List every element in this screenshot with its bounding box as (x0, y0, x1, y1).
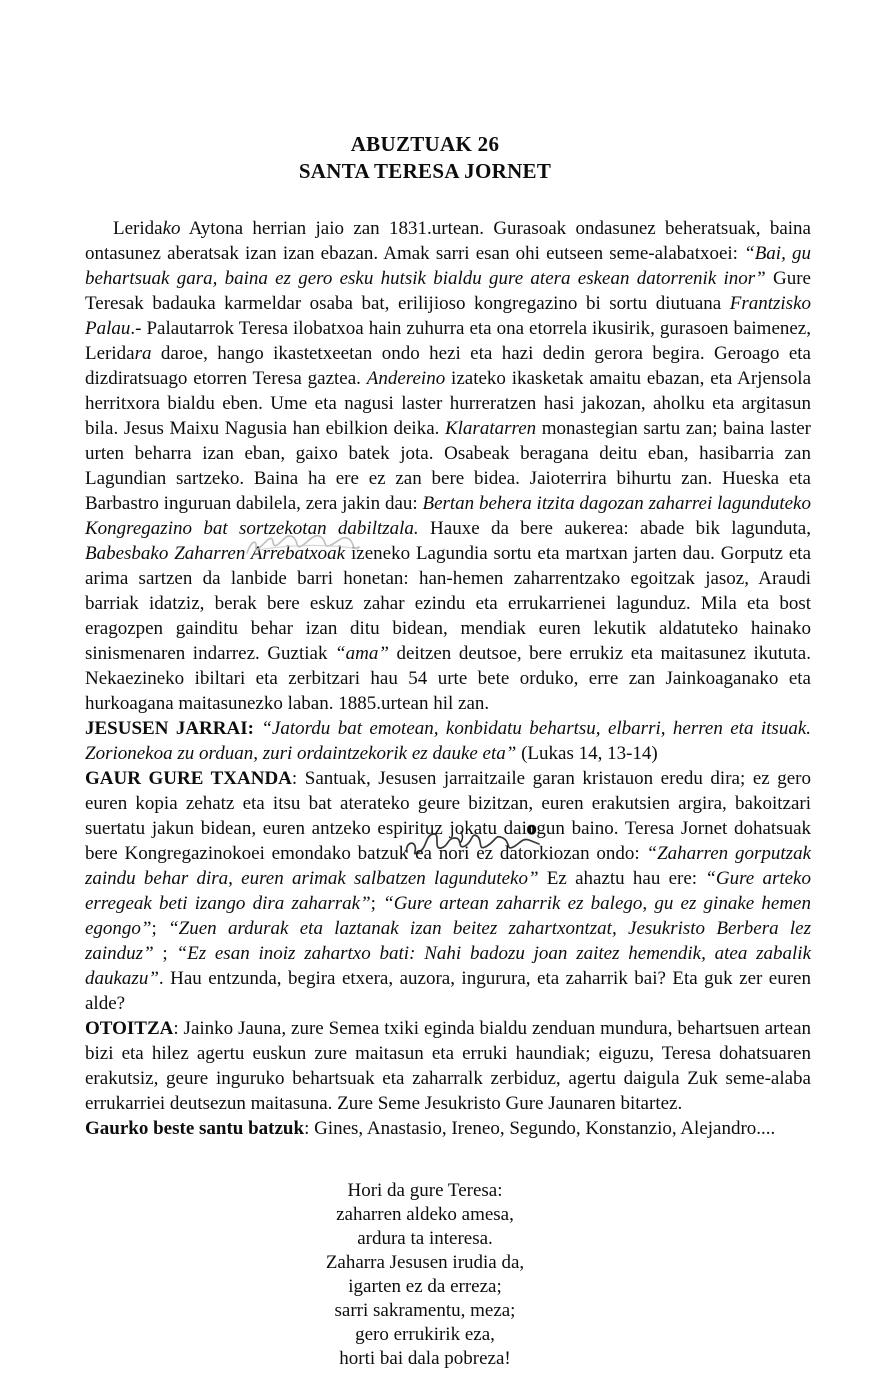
poem-line: ardura ta interesa. (357, 1228, 493, 1249)
text-run: ; (151, 918, 169, 939)
text-run: Aytona herrian jaio zan 1831.urtean. Gurasoak ondasunez beheratsuak, baina ontasunez aberatsak izan izan ebazan. Amak sarri esan ohi eutseen seme-alabatxoei: (85, 218, 811, 264)
text-run: Arrebatxoak (251, 543, 351, 564)
text-run: deitzen deutsoe, bere errukiz eta maitasunez ikututa. Nekaezineko ibiltari eta zerbitzari hau 54 urte bete orduko, erre zan Jainkoaganako eta hurkoagana maitasunezko laban. 1885.urtean hil zan. (85, 643, 811, 714)
paragraph-beste-santuak (85, 1116, 811, 1141)
text-run: Hauxe da bere aukerea: abade bik lagunduta, (418, 518, 811, 539)
poem-block (60, 1179, 790, 1371)
text-run: : Jainko Jauna, zure Semea txiki eginda bialdu zenduan mundura, behartsuen artean bizi eta hilez agertu euskun zure maitasun eta erruki haundiak; eiguzu, Teresa dohatsuaren erakutsiz, geure inguruko behartsuak eta zaharralk zerbiduz, agertu daigula Zuk seme-alaba errukarriei deutsezun maitasuna. Zure Seme Jesukristo Gure Jaunaren bitartez. (85, 1018, 811, 1114)
text-run: Andereino (366, 368, 446, 389)
text-run: : Santuak, Jesusen jarraitzaile garan kristauon eredu dira; ez gero euren kopia zehatz eta itsu bat aterateko geure bizitzan, euren erakutsien argira, bakoitzari suertatu jakun bidean, euren antzeko espirituz jokatu dai (85, 768, 812, 839)
text-run: Lerida (113, 218, 163, 239)
text-run: ra (134, 343, 152, 364)
page-title (60, 131, 790, 185)
text-run: daroe, hango ikastetxeetan ondo hezi eta hazi dedin gerora begira. Geroago eta dizdiratsuago etorren Teresa gaztea. (85, 343, 811, 389)
text-run: GAUR GURE TXANDA (85, 768, 292, 789)
text-run: “Gure artean zaharrik ez balego, gu ez ginake hemen egongo” (85, 893, 811, 939)
text-run: Klaratarren (444, 418, 537, 439)
text-run: ko (162, 218, 181, 239)
paragraph-biography (85, 216, 811, 716)
text-run: Frantzisko Palau (85, 293, 811, 339)
text-run: : Gines, Anastasio, Ireneo, Segundo, Konstanzio, Alejandro.... (304, 1118, 776, 1139)
text-run: .- Palautarrok Teresa ilobatxoa hain zuhurra eta ona etorrela ikusirik, gurasoen baimenez, Lerida (85, 318, 811, 364)
text-run: “Jatordu bat emotean, konbidatu behartsu, elbarri, herren eta itsuak. Zorionekoa zu orduan, zuri ordaintzekorik ez dauke eta” (85, 718, 811, 764)
text-run: “Ez esan inoiz zahartxo bati: Nahi badozu joan zaitez hemendik, atea zabalik daukazu” (85, 943, 812, 989)
text-run: Gure Teresak badauka karmeldar osaba bat, erilijioso kongregazino bi sortu diutuana (85, 268, 811, 314)
poem-line: Zaharra Jesusen irudia da, (325, 1252, 525, 1273)
poem-line: Hori da gure Teresa: (347, 1180, 503, 1201)
poem-line: igarten ez da erreza; (348, 1276, 502, 1297)
paragraph-gaur-gure-txanda (85, 766, 811, 1016)
text-run: “Zuen ardurak eta laztanak izan beitez zahartxontzat, Jesukristo Berbera lez zainduz” (85, 918, 811, 964)
text-run: Gaurko beste santu batzuk (85, 1118, 305, 1139)
text-run: (Lukas 14, 13-14) (516, 743, 658, 764)
text-run: izeneko Lagundia sortu eta martxan jarten dau. Gorputz eta arima sartzen da lanbide barri honetan: han-hemen zaharrentzako egoitzak jasoz, Araudi barriak idatziz, berak bere eskuz zahar ezindu eta errukarrienei lagunduz. Mila eta bost eragozpen gainditu behar izan ditu bidean, mendiak euren lekutik aldatuteko hainako sinismenaren indarrez. Guztiak (85, 543, 811, 664)
text-run: ea nori ez (415, 843, 500, 864)
text-run: datorkiozan ondo: (499, 843, 647, 864)
title-date: ABUZTUAK 26 (350, 132, 500, 156)
poem-line: sarri sakramentu, meza; (334, 1300, 516, 1321)
text-run: ; (370, 893, 384, 914)
text-run: “Gure arteko erregeak beti izango dira zaharrak” (85, 868, 811, 914)
text-run: . Hau entzunda, begira etxera, auzora, ingurura, eta zaharrik bai? Eta guk zer euren alde? (85, 968, 811, 1014)
text-run: “Bai, gu behartsuak gara, baina ez gero esku hutsik bialdu gure atera eskean datorrenik inor” (85, 243, 811, 289)
text-run: izateko ikasketak amaitu ebazan, eta Arjensola herritxora bialdu eben. Ume eta nagusi laster hurreratzen hasi jakozan, aholku eta argitasun bila. Jesus Maixu Nagusia han ebilkion deika. (85, 368, 812, 439)
text-run: “Zaharren gorputzak zaindu behar dira, euren arimak salbatzen lagunduteko” (85, 843, 812, 889)
text-run: “ama” (335, 643, 389, 664)
text-run: ; (153, 943, 177, 964)
text-run: Ez ahaztu hau ere: (538, 868, 706, 889)
text-run: gun baino. Teresa Jornet dohatsuak bere Kongregazinokoei emondako batzuk (85, 818, 812, 864)
poem-line: gero errukirik eza, (355, 1324, 495, 1345)
paragraph-otoitza (85, 1016, 811, 1116)
body-text-column (85, 216, 811, 1141)
text-run: o (526, 818, 537, 839)
text-run: Bertan behera itzita dagozan zaharrei lagunduteko Kongregazino bat sortzekotan dabiltzala. (85, 493, 811, 539)
text-run: monastegian sartu zan; baina laster urten beharra izan eban, gaixo batek jota. Osabeak beragana deitu eban, hasibarria zan Lagundian sartzeko. Baina ha ere ez zan bere bidea. Jaioterrira bihurtu zan. Hueska eta Barbastro inguruan dabilela, zera jakin dau: (85, 418, 811, 514)
title-saint-name: SANTA TERESA JORNET (298, 159, 552, 183)
poem-line: horti bai dala pobreza! (339, 1348, 511, 1369)
text-run: OTOITZA (85, 1018, 174, 1039)
text-run: Babesbako Zaharren (85, 543, 251, 564)
text-run: JESUSEN JARRAI: (85, 718, 262, 739)
paragraph-jesusen-jarrai (85, 716, 811, 766)
poem-line: zaharren aldeko amesa, (336, 1204, 514, 1225)
